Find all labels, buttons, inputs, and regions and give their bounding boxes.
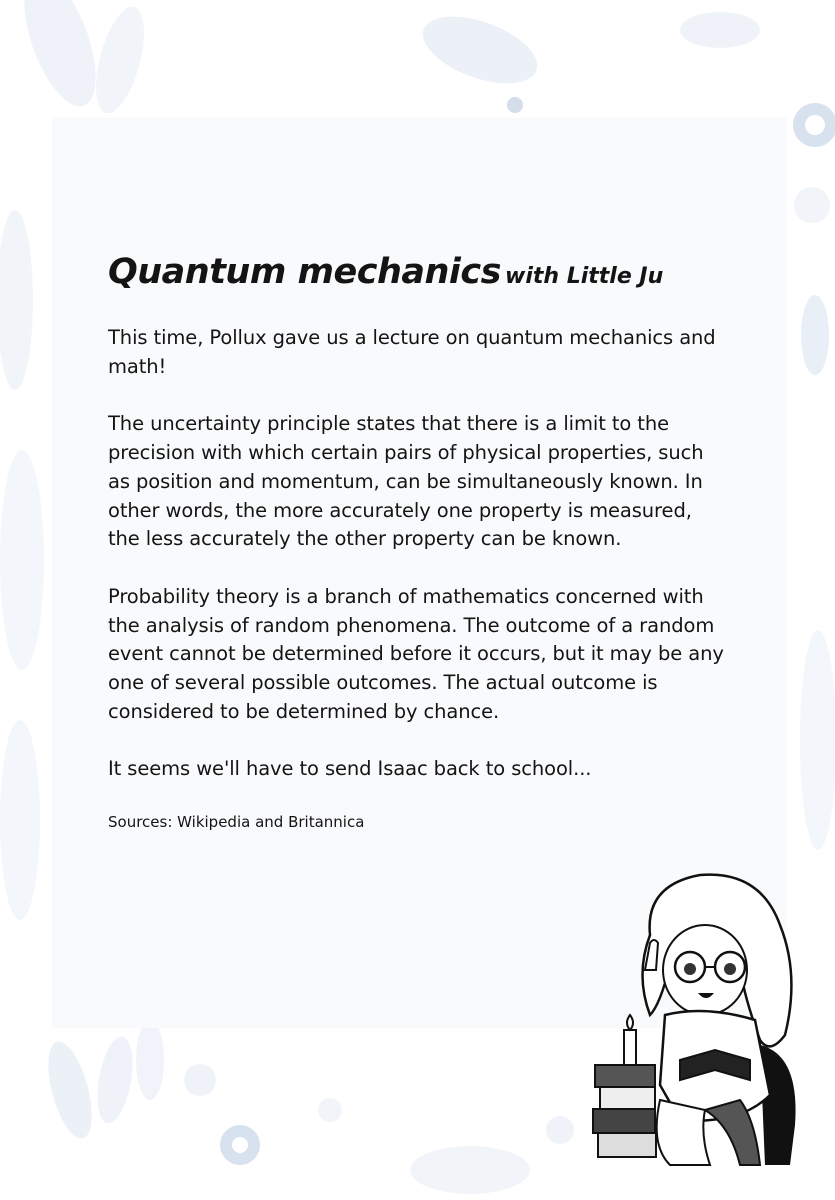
page-subtitle: with Little Ju [505, 264, 664, 289]
article [108, 252, 728, 831]
sources-note: Sources: Wikipedia and Britannica [108, 813, 365, 832]
paragraph-uncertainty: The uncertainty principle states that there is a limit to the precision with which certain pairs of physical properties, such as position and momentum, can be simultaneously known. In other words, the more accurately one property is measured, the less accurately the other property can be known. [108, 412, 704, 551]
page-title: Quantum mechanics [108, 252, 501, 292]
title-row [108, 252, 728, 292]
paragraph-probability: Probability theory is a branch of mathematics concerned with the analysis of random phenomena. The outcome of a random event cannot be determined before it occurs, but it may be any one of several possible outcomes. The actual outcome is considered to be determined by chance. [108, 584, 724, 723]
paragraph-intro: This time, Pollux gave us a lecture on quantum mechanics and math! [108, 326, 716, 378]
paragraph-closing: It seems we'll have to send Isaac back to school... [108, 757, 592, 781]
little-ju-reading-illustration [590, 865, 810, 1175]
